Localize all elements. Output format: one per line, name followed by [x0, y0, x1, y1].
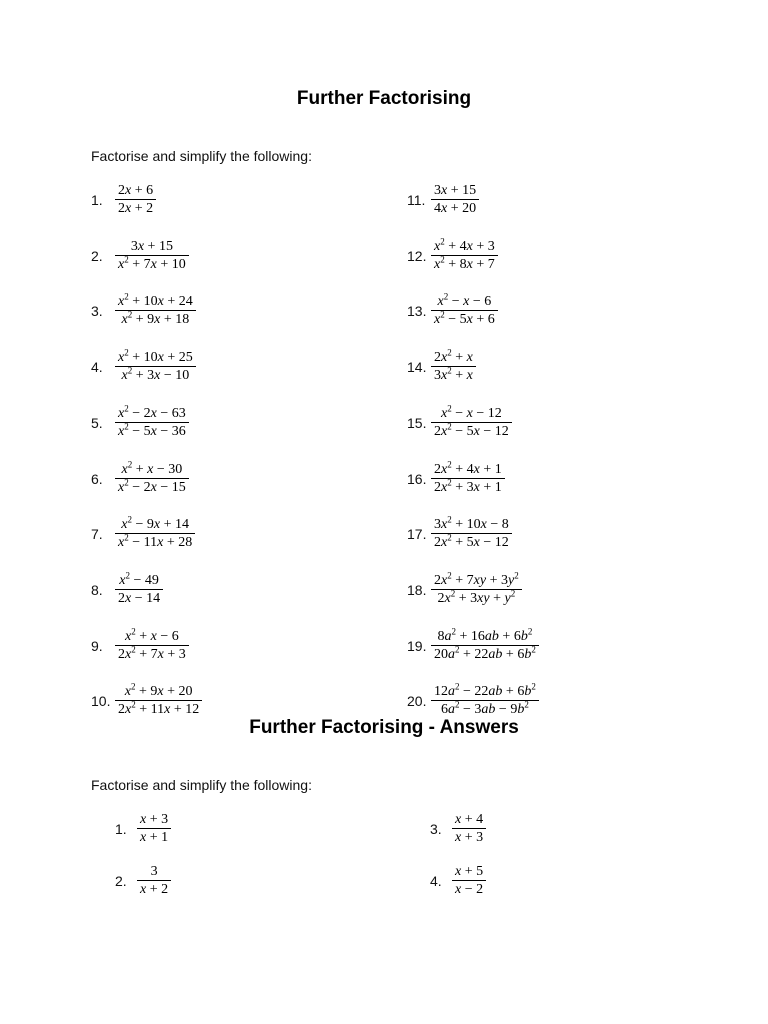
denominator: 4x + 20	[434, 201, 477, 216]
fraction	[115, 238, 189, 273]
denominator: $2x^2 + 5x - 12$	[434, 532, 509, 551]
item-number: 2.	[91, 247, 103, 264]
fraction	[431, 238, 498, 273]
numerator: $x^2 + 9x + 20$	[124, 681, 193, 700]
fraction	[431, 182, 479, 217]
numerator: $x^2 + 10x + 25$	[118, 347, 193, 366]
fraction	[137, 863, 171, 898]
list-item	[91, 516, 391, 552]
answers-title: Further Factorising - Answers	[249, 717, 519, 738]
list-item	[91, 349, 391, 385]
item-number: 4.	[91, 359, 103, 376]
numerator: $x^2 - 9x + 14$	[121, 514, 189, 533]
denominator: $2x^2 - 5x - 12$	[434, 421, 509, 439]
numerator: $x^2 - x - 12$	[441, 403, 502, 421]
fraction	[431, 516, 512, 551]
fraction	[431, 625, 539, 663]
list-item	[91, 458, 391, 497]
list-item	[91, 625, 391, 664]
numerator: 3x + 15	[130, 238, 173, 254]
numerator: $3x^2 + 10x - 8$	[434, 514, 509, 533]
item-number: 1.	[115, 821, 127, 837]
fraction	[115, 625, 189, 663]
numerator: $x^2 + x - 6$	[125, 625, 179, 644]
numerator: 3x + 15	[434, 183, 477, 198]
denominator: 2x − 14	[118, 590, 161, 606]
list-item	[407, 516, 707, 552]
fraction	[115, 516, 195, 551]
item-number: 13.	[407, 303, 427, 320]
numerator: $x^2 - x - 6$	[437, 291, 492, 310]
numerator: x + 3	[140, 812, 169, 827]
item-number: 20.	[407, 693, 427, 710]
item-number: 19.	[407, 637, 427, 654]
item-number: 14.	[407, 359, 427, 376]
fraction	[137, 811, 171, 846]
item-number: 16.	[407, 470, 427, 487]
list-item	[91, 683, 391, 719]
fraction	[431, 293, 498, 328]
denominator: $2x^2 + 3x + 1$	[434, 476, 502, 495]
item-number: 1.	[91, 192, 103, 208]
list-item	[407, 683, 707, 719]
list-item	[115, 811, 415, 847]
numerator: x + 4	[455, 812, 484, 827]
denominator: 2x + 2	[118, 201, 154, 216]
denominator: $6a^2 - 3ab - 9b^2$	[441, 699, 529, 718]
fraction	[115, 458, 189, 496]
numerator: x + 5	[455, 864, 484, 879]
list-item	[407, 349, 707, 385]
item-number: 4.	[430, 873, 442, 889]
fraction	[452, 863, 486, 898]
numerator: $x^2 + x - 30$	[121, 458, 183, 477]
item-number: 18.	[407, 581, 427, 598]
list-item	[91, 238, 391, 274]
worksheet-instruction: Factorise and simplify the following:	[91, 148, 312, 164]
denominator: $x^2 - 5x - 36$	[118, 421, 186, 439]
item-number: 5.	[91, 414, 103, 431]
denominator: $3x^2 + x$	[434, 365, 473, 384]
denominator: $x^2 - 11x + 28$	[118, 532, 193, 551]
fraction	[115, 683, 202, 718]
item-number: 3.	[91, 303, 103, 320]
list-item	[407, 572, 707, 608]
list-item	[430, 863, 730, 899]
list-item	[115, 863, 415, 899]
item-number: 6.	[91, 470, 103, 487]
denominator: $x^2 - 2x - 15$	[118, 476, 186, 495]
denominator: x + 1	[140, 830, 169, 845]
fraction	[115, 572, 163, 607]
denominator: x + 2	[140, 882, 169, 897]
item-number: 10.	[91, 693, 111, 710]
answers-instruction: Factorise and simplify the following:	[91, 777, 312, 793]
fraction	[431, 405, 512, 440]
list-item	[407, 293, 707, 329]
list-item	[407, 625, 707, 664]
fraction	[431, 458, 505, 496]
numerator: $x^2 + 4x + 3$	[434, 236, 495, 254]
fraction	[115, 349, 196, 384]
item-number: 17.	[407, 526, 427, 543]
list-item	[407, 182, 707, 218]
list-item	[91, 293, 391, 329]
list-item	[407, 458, 707, 497]
numerator: $8a^2 + 16ab + 6b^2$	[437, 625, 533, 644]
denominator: $2x^2 + 11x + 12$	[118, 699, 200, 718]
list-item	[407, 405, 707, 441]
denominator: x − 2	[455, 882, 484, 897]
fraction	[115, 405, 189, 440]
item-number: 12.	[407, 247, 427, 264]
item-number: 2.	[115, 873, 127, 889]
item-number: 8.	[91, 581, 103, 598]
denominator: x + 3	[455, 830, 484, 845]
numerator: 3	[150, 864, 158, 879]
denominator: $x^2 + 8x + 7$	[434, 254, 495, 272]
list-item	[407, 238, 707, 274]
denominator: $2x^2 + 7x + 3$	[118, 643, 186, 662]
list-item	[91, 182, 391, 218]
numerator: $x^2 - 2x - 63$	[118, 403, 186, 421]
fraction	[431, 572, 522, 607]
item-number: 7.	[91, 526, 103, 543]
denominator: $20a^2 + 22ab + 6b^2$	[434, 643, 536, 662]
denominator: $x^2 + 3x - 10$	[121, 365, 190, 384]
numerator: $12a^2 - 22ab + 6b^2$	[434, 681, 536, 700]
item-number: 15.	[407, 414, 427, 431]
numerator: 2x + 6	[118, 183, 154, 198]
fraction	[115, 182, 156, 217]
list-item	[430, 811, 730, 847]
denominator: $x^2 + 7x + 10$	[118, 254, 186, 272]
numerator: $2x^2 + 7xy + 3y^2$	[434, 570, 519, 588]
item-number: 3.	[430, 821, 442, 837]
item-number: 11.	[407, 192, 426, 208]
item-number: 9.	[91, 637, 103, 654]
numerator: $2x^2 + 4x + 1$	[434, 458, 502, 477]
numerator: $2x^2 + x$	[434, 347, 473, 366]
list-item	[91, 405, 391, 441]
list-item	[91, 572, 391, 608]
worksheet-title: Further Factorising	[296, 88, 472, 109]
denominator: $x^2 - 5x + 6$	[434, 309, 495, 328]
denominator: $2x^2 + 3xy + y^2$	[437, 588, 516, 606]
numerator: $x^2 - 49$	[119, 570, 159, 588]
denominator: $x^2 + 9x + 18$	[121, 309, 190, 328]
fraction	[115, 293, 196, 328]
fraction	[452, 811, 486, 846]
fraction	[431, 349, 476, 384]
fraction	[431, 683, 539, 718]
numerator: $x^2 + 10x + 24$	[118, 291, 193, 310]
